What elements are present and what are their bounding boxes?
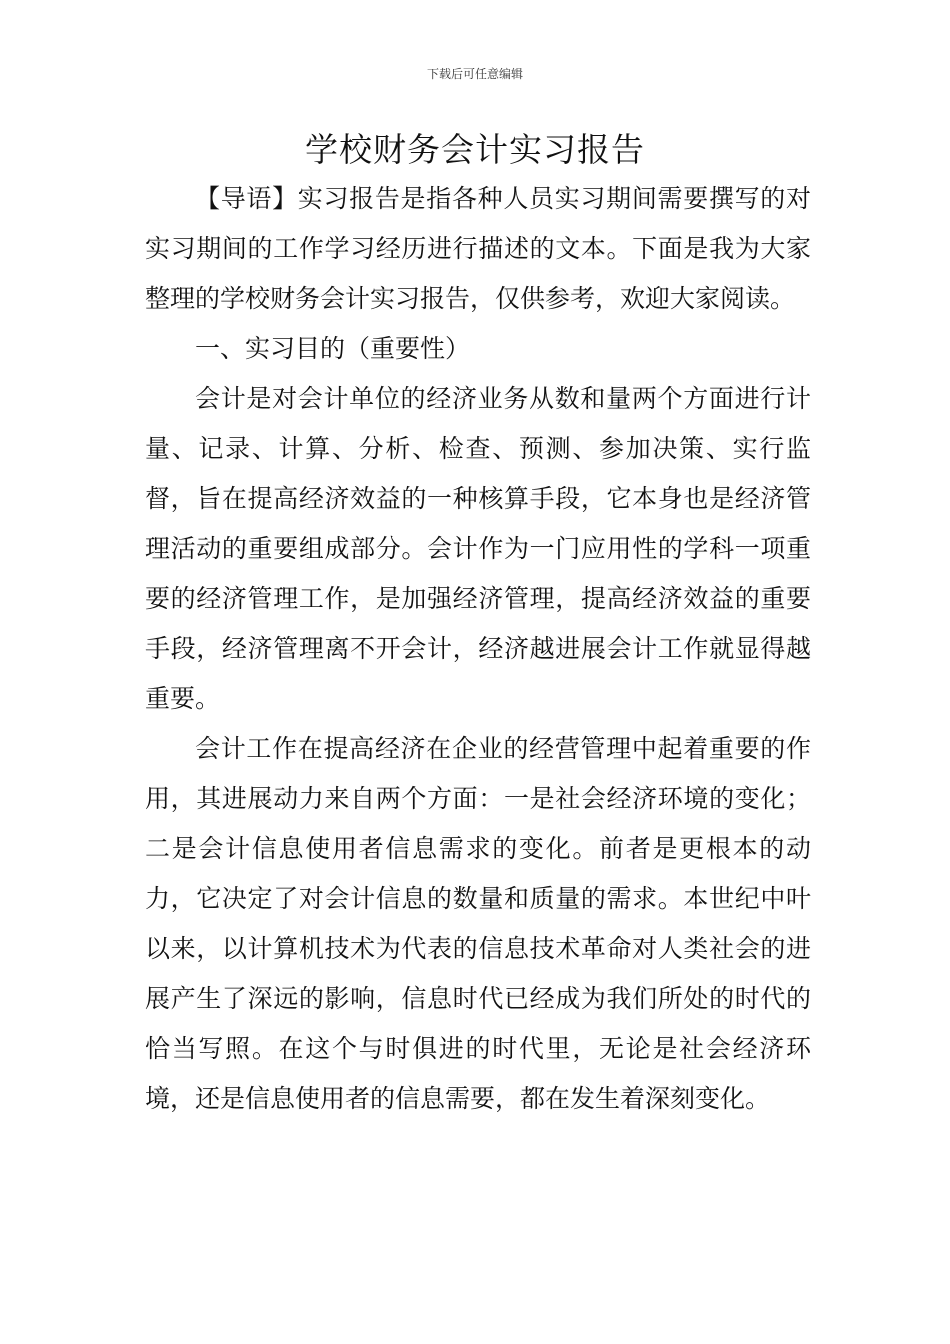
document-title: 学校财务会计实习报告 — [305, 130, 645, 169]
body-paragraph: 会计工作在提高经济在企业的经营管理中起着重要的作用，其进展动力来自两个方面：一是社会经济环境的变化；二是会计信息使用者信息需求的变化。前者是更根本的动力，它决定了对会计信息的数量和质量的需求。本世纪中叶以来，以计算机技术为代表的信息技术革命对人类社会的进展产生了深远的影响，信息时代已经成为我们所处的时代的恰当写照。在这个与时俱进的时代里，无论是社会经济环境，还是信息使用者的信息需要，都在发生着深刻变化。 — [145, 734, 811, 1113]
intro-paragraph: 【导语】实习报告是指各种人员实习期间需要撰写的对实习期间的工作学习经历进行描述的文本。下面是我为大家整理的学校财务会计实习报告，仅供参考，欢迎大家阅读。 — [145, 184, 811, 313]
body-paragraph: 会计是对会计单位的经济业务从数和量两个方面进行计量、记录、计算、分析、检查、预测、参加决策、实行监督，旨在提高经济效益的一种核算手段，它本身也是经济管理活动的重要组成部分。会计作为一门应用性的学科一项重要的经济管理工作，是加强经济管理，提高经济效益的重要手段，经济管理离不开会计，经济越进展会计工作就显得越重要。 — [145, 384, 811, 713]
header-note: 下载后可任意编辑 — [426, 67, 523, 81]
section-heading: 一、实习目的（重要性） — [195, 334, 471, 363]
document-body — [145, 174, 811, 1124]
